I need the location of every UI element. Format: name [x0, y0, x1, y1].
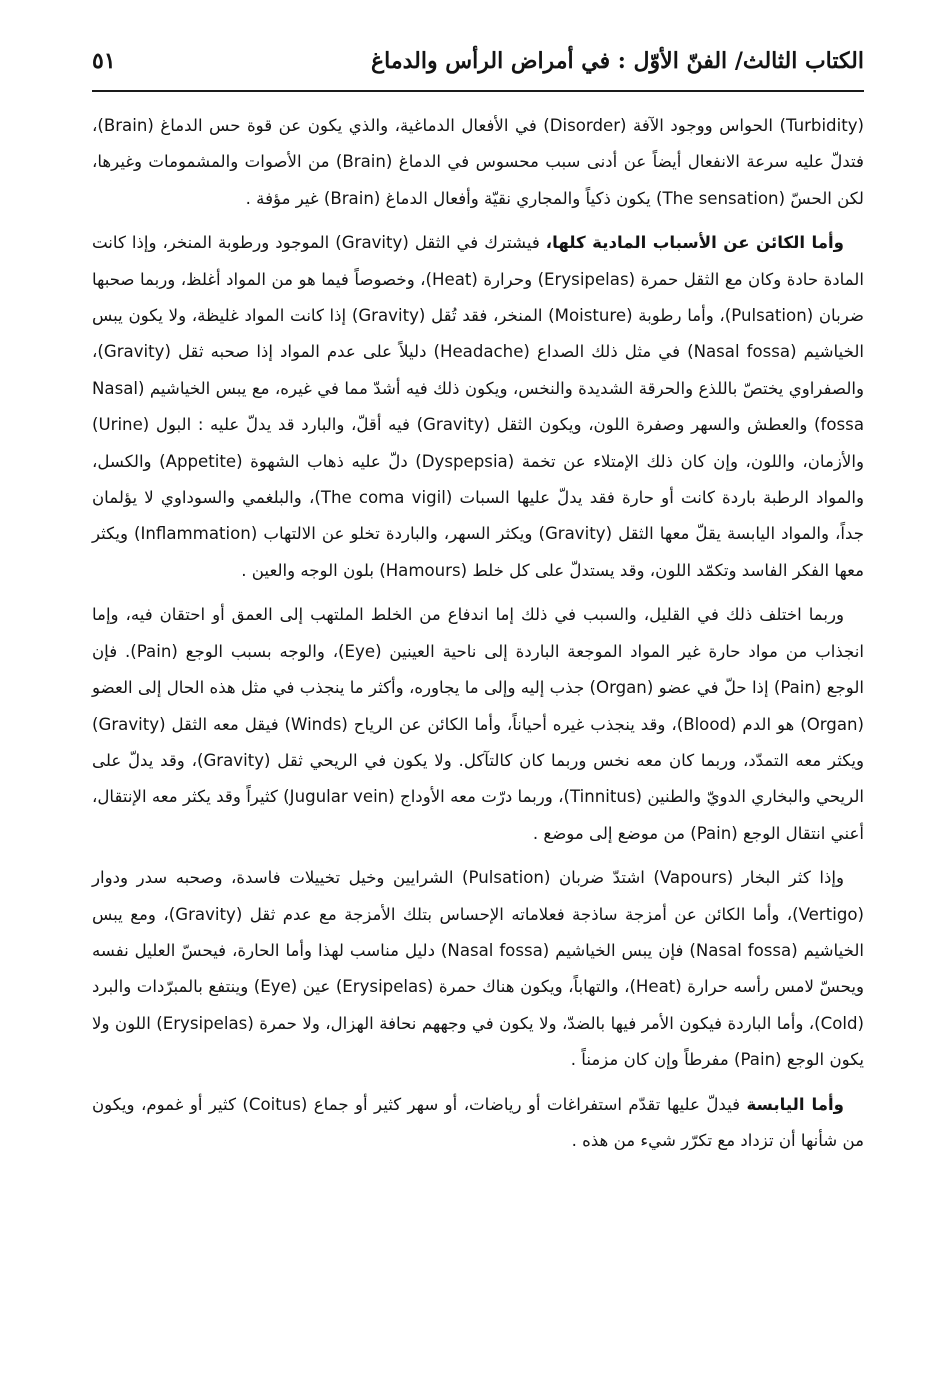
paragraph-text: فيدلّ عليها تقدّم استفراغات أو رياضات، أو سهر كثير أو جماع (Coitus) كثير أو غموم، ويكون من شأنها أن تزداد مع تكرّر شيء من هذه . [92, 1094, 864, 1150]
page-body [92, 108, 864, 1167]
paragraph-text: فيشترك في الثقل (Gravity) الموجود ورطوبة المنخر، وإذا كانت المادة حادة وكان مع الثقل حمرة (Erysipelas) وحرارة (Heat)، وخصوصاً فيما هو من المواد أغلظ، وربما صحبها ضربان (Pulsation)، وأما رطوبة (Moisture) المنخر، فقد تُقل (Gravity) إذا كانت المواد غليظة، ولا يكون يبس الخياشيم (Nasal fossa) في مثل ذلك الصداع (Headache) دليلاً على عدم المواد إذا صحبه ثقل (Gravity)، والصفراوي يختصّ باللذع والحرقة الشديدة والنخس، ويكون ذلك فيه أشدّ مما في غيره، مع يبس الخياشيم (Nasal fossa) والعطش والسهر وصفرة اللون، ويكون الثقل (Gravity) فيه أقلّ، والبارد قد يدلّ عليه : البول (Urine) والأزمان، واللون، وإن كان ذلك الإمتلاء عن تخمة (Dyspepsia) دلّ عليه ذهاب الشهوة (Appetite) والكسل، والمواد الرطبة باردة كانت أو حارة فقد يدلّ عليها السبات (The coma vigil)، والبلغمي والسوداوي لا يؤلمان جداً، والمواد اليابسة يقلّ معها الثقل (Gravity) ويكثر السهر، والباردة تخلو عن الالتهاب (Inflammation) ويكثر معها الفكر الفاسد وتكمّد اللون، وقد يستدلّ على كل خلط (Hamours) بلون الوجه والعين . [92, 233, 864, 580]
paragraph-text: (Turbidity) الحواس ووجود الآفة (Disorder) في الأفعال الدماغية، والذي يكون عن قوة حس الدماغ (Brain)، فتدلّ عليه سرعة الانفعال أيضاً عن أدنى سبب محسوس في الدماغ (Brain) من الأصوات والمشمومات وغيرها، لكن الحسّ (The sensation) يكون ذكياً والمجاري نقيّة وأفعال الدماغ (Brain) غير مؤفة . [92, 116, 865, 208]
paragraph [92, 225, 864, 589]
paragraph-lead: وأما الكائن عن الأسباب المادية كلها، [545, 233, 844, 253]
page-number: ٥١ [92, 48, 116, 74]
page-header [92, 44, 864, 90]
paragraph-text: وربما اختلف ذلك في القليل، والسبب في ذلك إما اندفاع من الخلط الملتهب إلى العمق أو احتقان فيه، وإما انجذاب من مواد حارة غير المواد الموجعة الباردة إلى ناحية العينين (Eye)، والوجه بسبب الوجع (Pain). فإن الوجع (Pain) إذا حلّ في عضو (Organ) جذب إليه وإلى ما يجاوره، وأكثر ما ينجذب في مثل هذه الحال إلى العضو (Organ) هو الدم (Blood)، وقد ينجذب غيره أحياناً، وأما الكائن عن الرياح (Winds) فيقل معه الثقل (Gravity) ويكثر معه التمدّد، وربما كان معه نخس وربما كان كالتآكل. ولا يكون في الريحي ثقل (Gravity)، وقد يدلّ على الريحي والبخاري الدويّ والطنين (Tinnitus)، وربما درّت معه الأوداج (Jugular vein) كثيراً وقد يكثر معه الإنتقال، أعني انتقال الوجع (Pain) من موضع إلى موضع . [92, 605, 865, 843]
running-head: الكتاب الثالث/ الفنّ الأوّل : في أمراض الرأس والدماغ [371, 48, 864, 74]
paragraph [92, 597, 864, 852]
paragraph-lead: وأما اليابسة [746, 1094, 844, 1114]
paragraph [92, 860, 864, 1078]
paragraph [92, 108, 864, 217]
header-rule [92, 90, 864, 92]
paragraph [92, 1087, 864, 1160]
paragraph-text: وإذا كثر البخار (Vapours) اشتدّ ضربان (Pulsation) الشرايين وخيل تخييلات فاسدة، وصحبه سدر ودوار (Vertigo)، وأما الكائن عن أمزجة ساذجة فعلاماته الإحساس بتلك الأمزجة مع عدم ثقل (Gravity)، ومع يبس الخياشيم (Nasal fossa) فإن يبس الخياشيم (Nasal fossa) دليل مناسب لهذا وأما الحارة، فيحسّ العليل نفسه ويحسّ لامس رأسه حرارة (Heat)، والتهاباً، ويكون هناك حمرة (Erysipelas) عين (Eye) وينتفع بالمبرّدات والبرد (Cold)، وأما الباردة فيكون الأمر فيها بالضدّ، ولا يكون في وجههم نحافة الهزال، ولا حمرة (Erysipelas) اللون ولا يكون الوجع (Pain) مفرطاً وإن كان مزمناً . [92, 868, 865, 1070]
